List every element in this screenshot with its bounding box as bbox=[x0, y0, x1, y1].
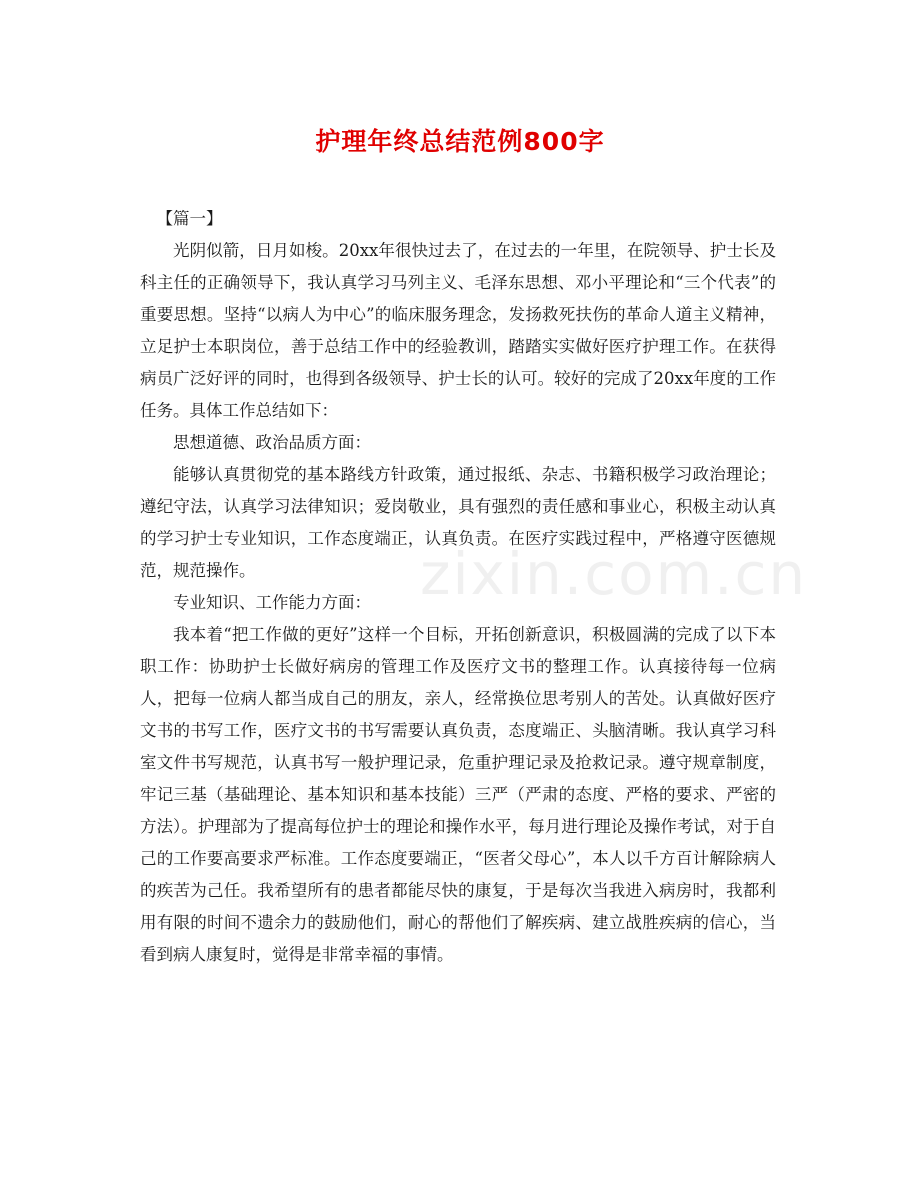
document-body bbox=[140, 203, 776, 971]
document-title: 护理年终总结范例800字 bbox=[315, 127, 605, 156]
watermark-text: zixin.com.cn bbox=[420, 540, 808, 608]
heading-ideology: 思想道德、政治品质方面： bbox=[173, 433, 371, 452]
section-label: 【篇一】 bbox=[156, 209, 223, 228]
paragraph-ideology: 能够认真贯彻党的基本路线方针政策，通过报纸、杂志、书籍积极学习政治理论；遵纪守法，认真学习法律知识；爱岗敬业，具有强烈的责任感和事业心，积极主动认真的学习护士专业知识，工作态度端正，认真负责。在医疗实践过程中，严格遵守医德规范，规范操作。 bbox=[140, 465, 776, 580]
paragraph-professional: 我本着“把工作做的更好”这样一个目标，开拓创新意识，积极圆满的完成了以下本职工作：协助护士长做好病房的管理工作及医疗文书的整理工作。认真接待每一位病人，把每一位病人都当成自己的朋友，亲人，经常换位思考别人的苦处。认真做好医疗文书的书写工作，医疗文书的书写需要认真负责，态度端正、头脑清晰。我认真学习科室文件书写规范，认真书写一般护理记录，危重护理记录及抢救记录。遵守规章制度，牢记三基（基础理论、基本知识和基本技能）三严（严肃的态度、严格的要求、严密的方法）。护理部为了提高每位护士的理论和操作水平，每月进行理论及操作考试，对于自己的工作要高要求严标准。工作态度要端正，“医者父母心”，本人以千方百计解除病人的疾苦为己任。我希望所有的患者都能尽快的康复，于是每次当我进入病房时，我都利用有限的时间不遗余力的鼓励他们，耐心的帮他们了解疾病、建立战胜疾病的信心，当看到病人康复时，觉得是非常幸福的事情。 bbox=[140, 625, 776, 964]
heading-professional: 专业知识、工作能力方面： bbox=[173, 593, 371, 612]
paragraph-intro: 光阴似箭，日月如梭。20xx年很快过去了，在过去的一年里，在院领导、护士长及科主任的正确领导下，我认真学习马列主义、毛泽东思想、邓小平理论和“三个代表”的重要思想。坚持“以病人为中心”的临床服务理念，发扬救死扶伤的革命人道主义精神，立足护士本职岗位，善于总结工作中的经验教训，踏踏实实做好医疗护理工作。在获得病员广泛好评的同时，也得到各级领导、护士长的认可。较好的完成了20xx年度的工作任务。具体工作总结如下： bbox=[140, 241, 776, 420]
